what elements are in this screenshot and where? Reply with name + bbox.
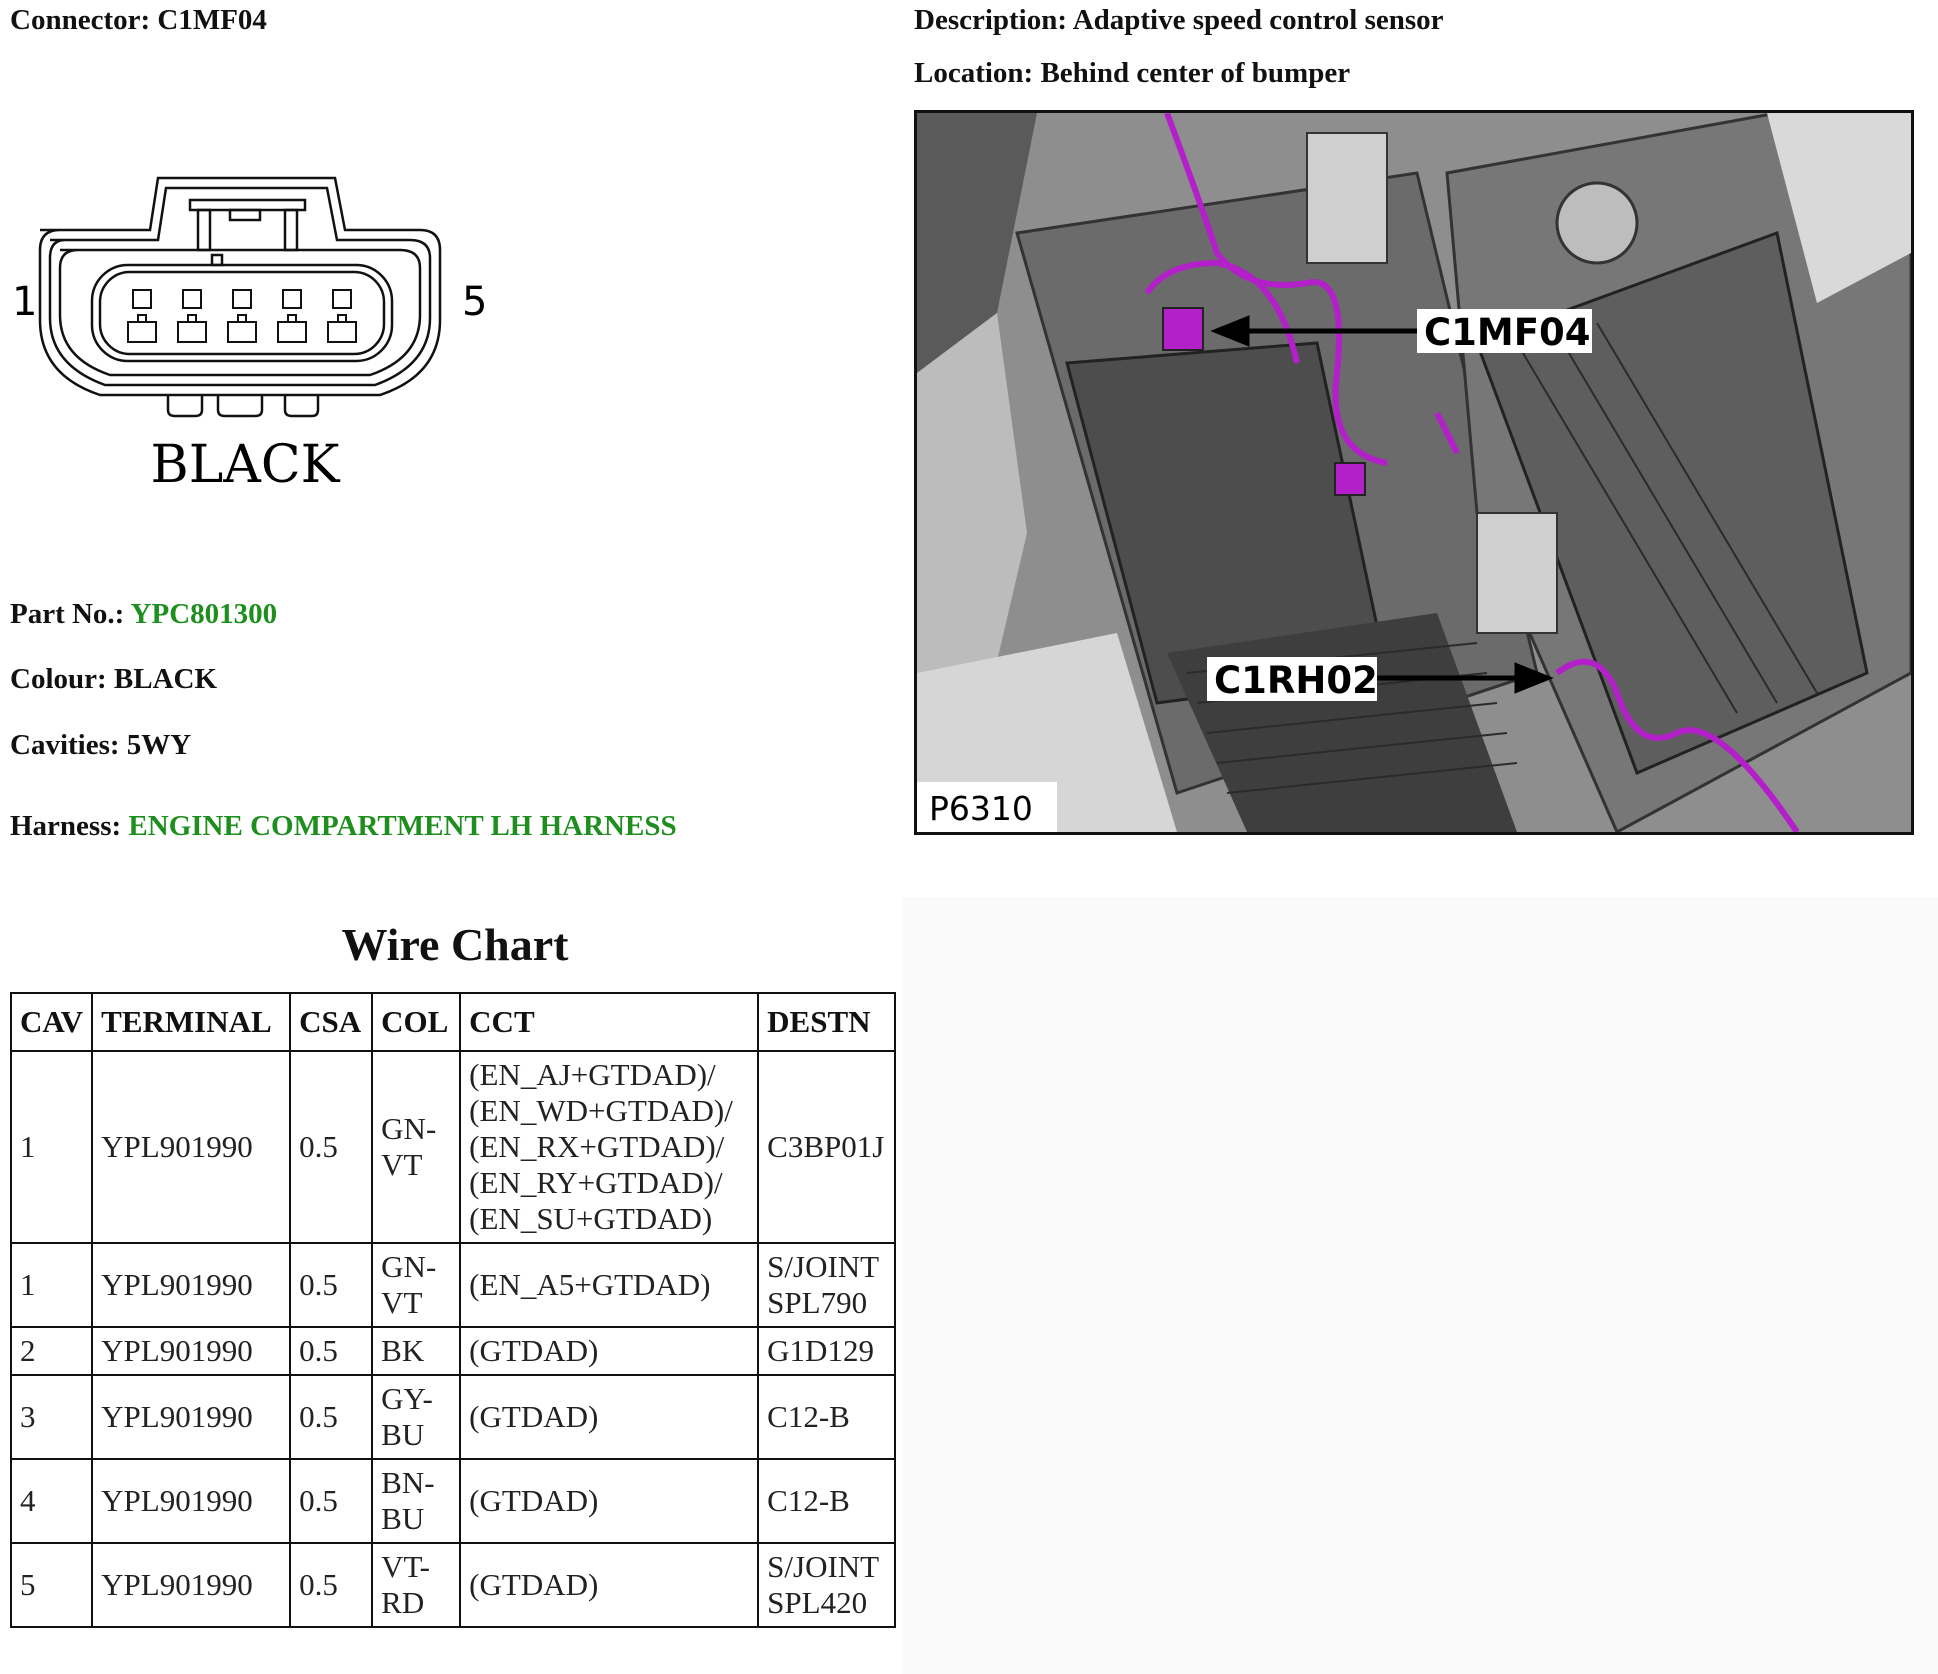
connector-color-text: BLACK [150,435,340,495]
cell-cav: 1 [12,1052,91,1242]
header-col: COL [373,994,459,1050]
header-cct: CCT [461,994,757,1050]
cell-destn [759,1376,894,1458]
header-destn: DESTN [759,994,894,1050]
callout-c1mf04: C1MF04 [1424,311,1591,354]
colour-value: BLACK [113,663,218,695]
cell-cav: 3 [12,1376,91,1458]
cell-col-line: RD [381,1585,425,1620]
cell-csa: 0.5 [291,1328,371,1374]
cell-cct [461,1328,757,1374]
cell-destn-line: C3BP01J [767,1129,885,1164]
cell-terminal: YPL901990 [93,1052,289,1242]
cell-col [373,1052,459,1242]
cell-cct-line: (EN_SU+GTDAD) [469,1201,713,1236]
connector-title [10,4,267,37]
engine-bay-illustration [917,113,1911,832]
cell-terminal: YPL901990 [93,1244,289,1326]
cell-cct-line: (EN_A5+GTDAD) [469,1267,711,1302]
cell-col [373,1460,459,1542]
cavities-value: 5WY [126,729,192,761]
cell-terminal: YPL901990 [93,1328,289,1374]
pin-1-label: 1 [12,279,38,325]
colour-label: Colour: [10,663,107,695]
cell-cct [461,1052,757,1242]
cell-destn-line: C12-B [767,1483,850,1518]
cell-col-line: GN- [381,1249,437,1284]
cell-col-line: VT [381,1285,423,1320]
cell-terminal: YPL901990 [93,1544,289,1626]
header-terminal: TERMINAL [93,994,289,1050]
cavities-line [10,729,191,762]
cell-cav: 5 [12,1544,91,1626]
cell-destn [759,1460,894,1542]
cell-cct-line: (EN_WD+GTDAD)/ [469,1093,733,1128]
part-number-line [10,598,277,631]
connector-face-diagram [0,170,520,510]
part-number-link[interactable]: YPC801300 [130,598,278,630]
cell-cav: 2 [12,1328,91,1374]
callout-c1rh02: C1RH02 [1214,659,1378,702]
location-value: Behind center of bumper [1040,57,1351,89]
figure-id: P6310 [929,789,1033,828]
cell-csa: 0.5 [291,1376,371,1458]
cell-col-line: GY- [381,1381,433,1416]
header-csa: CSA [291,994,371,1050]
location-line [914,57,1350,90]
cell-col [373,1244,459,1326]
colour-line [10,663,217,696]
cell-destn [759,1244,894,1326]
table-row [12,1328,894,1374]
cell-col [373,1376,459,1458]
cell-terminal: YPL901990 [93,1376,289,1458]
connector-label: Connector: [10,4,151,36]
cell-col [373,1544,459,1626]
wire-chart-body [12,1052,894,1626]
location-photo [914,110,1914,835]
table-header-row [12,994,894,1050]
empty-panel [902,897,1938,1674]
cell-destn-line: C12-B [767,1399,850,1434]
cell-destn-line: SPL790 [767,1285,868,1320]
harness-link[interactable]: ENGINE COMPARTMENT LH HARNESS [128,810,677,842]
cell-cct [461,1544,757,1626]
cell-cct-line: (EN_AJ+GTDAD)/ [469,1057,716,1092]
part-label: Part No.: [10,598,125,630]
cell-csa: 0.5 [291,1244,371,1326]
cell-destn-line: S/JOINT [767,1249,880,1284]
cell-col-line: GN- [381,1111,437,1146]
cell-destn-line: SPL420 [767,1585,868,1620]
cell-cct-line: (EN_RX+GTDAD)/ [469,1129,725,1164]
cell-csa: 0.5 [291,1052,371,1242]
cell-csa: 0.5 [291,1544,371,1626]
header-cav: CAV [12,994,91,1050]
table-row [12,1244,894,1326]
cell-destn-line: S/JOINT [767,1549,880,1584]
cell-cct-line: (GTDAD) [469,1483,599,1518]
cell-csa: 0.5 [291,1460,371,1542]
cell-col [373,1328,459,1374]
table-row [12,1376,894,1458]
wire-chart-table [10,992,896,1628]
location-label: Location: [914,57,1034,89]
wire-chart-title: Wire Chart [341,919,569,970]
cell-col-line: BN- [381,1465,435,1500]
cell-col-line: VT [381,1147,423,1182]
cell-col-line: BU [381,1417,425,1452]
pin-5-label: 5 [462,279,488,325]
description-label: Description: [914,4,1068,36]
table-row [12,1052,894,1242]
cell-cct [461,1376,757,1458]
description-value: Adaptive speed control sensor [1072,4,1444,36]
cell-cct-line: (GTDAD) [469,1567,599,1602]
cell-destn-line: G1D129 [767,1333,874,1368]
cell-cct-line: (GTDAD) [469,1333,599,1368]
cell-col-line: BU [381,1501,425,1536]
cell-destn [759,1544,894,1626]
table-row [12,1460,894,1542]
connector-value: C1MF04 [157,4,267,36]
harness-label: Harness: [10,810,122,842]
cell-col-line: BK [381,1333,425,1368]
cell-cct [461,1244,757,1326]
table-row [12,1544,894,1626]
cavities-label: Cavities: [10,729,120,761]
description-line [914,4,1444,37]
cell-cav: 1 [12,1244,91,1326]
harness-line [10,810,677,843]
cell-cct [461,1460,757,1542]
cell-destn [759,1328,894,1374]
cell-cct-line: (EN_RY+GTDAD)/ [469,1165,723,1200]
cell-col-line: VT- [381,1549,430,1584]
cell-cct-line: (GTDAD) [469,1399,599,1434]
cell-cav: 4 [12,1460,91,1542]
cell-destn [759,1052,894,1242]
cell-terminal: YPL901990 [93,1460,289,1542]
